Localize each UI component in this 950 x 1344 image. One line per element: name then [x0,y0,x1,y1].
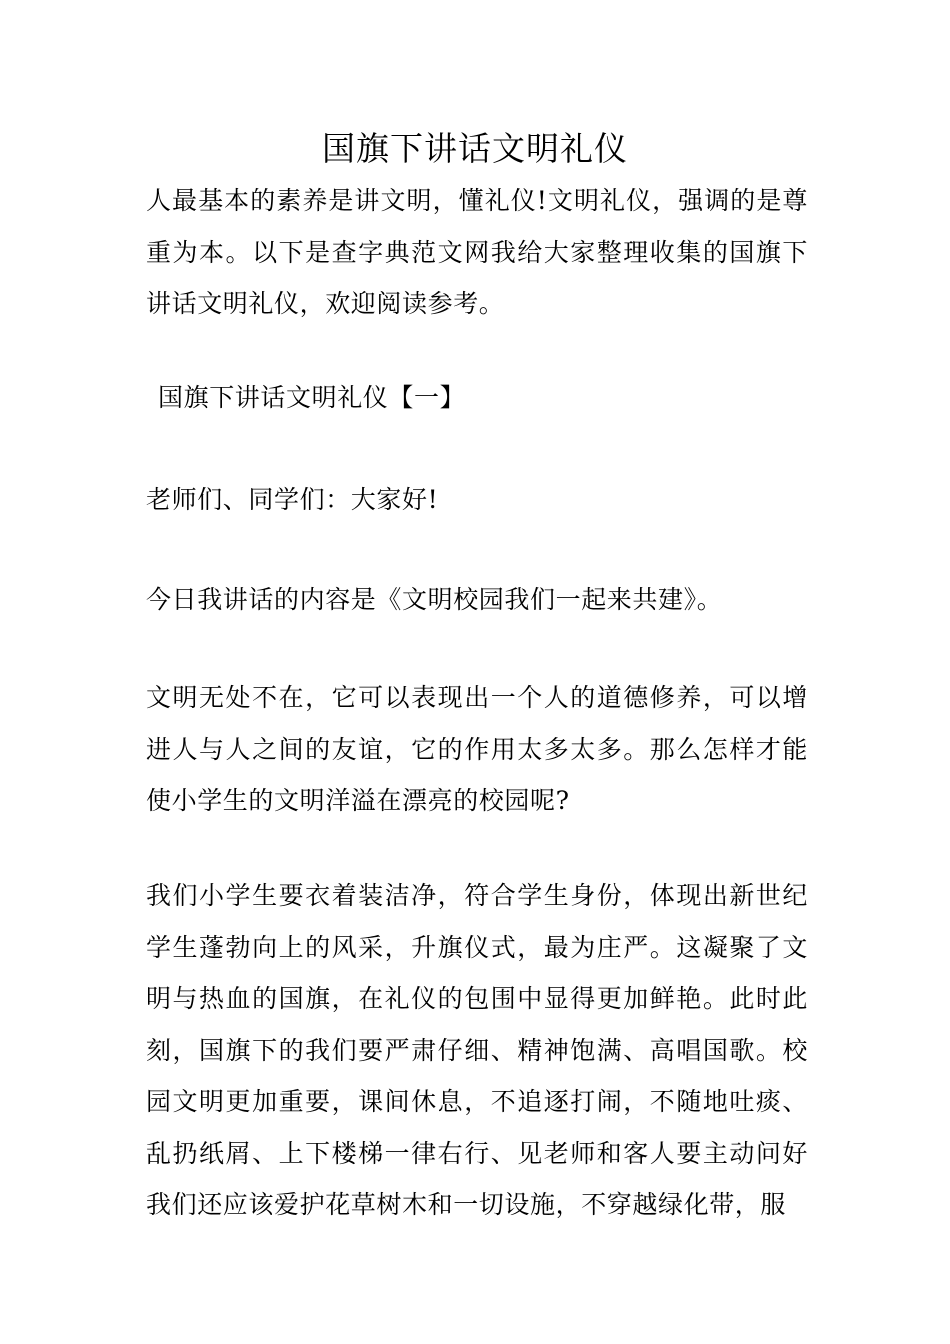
topic-line: 今日我讲话的内容是《文明校园我们一起来共建》。 [146,585,723,614]
section-heading: 国旗下讲话文明礼仪【一】 [158,383,466,412]
body-paragraph-2: 我们小学生要衣着装洁净，符合学生身份，体现出新世纪学生蓬勃向上的风采，升旗仪式，最为庄严。这凝聚了文明与热血的国旗，在礼仪的包围中显得更加鲜艳。此时此刻，国旗下的我们要严肃仔细、精神饱满、高唱国歌。校园文明更加重要，课间休息，不追逐打闹，不随地吐痰、乱扔纸屑、上下楼梯一律右行、见老师和客人要主动问好我们还应该爱护花草树木和一切设施，不穿越绿化带，服 [146,881,808,1219]
intro-paragraph: 人最基本的素养是讲文明，懂礼仪!文明礼仪，强调的是尊重为本。以下是查字典范文网我给大家整理收集的国旗下讲话文明礼仪，欢迎阅读参考。 [146,186,808,318]
document-title: 国旗下讲话文明礼仪 [322,129,628,168]
greeting-line: 老师们、同学们：大家好! [146,485,439,514]
body-paragraph-1: 文明无处不在，它可以表现出一个人的道德修养，可以增进人与人之间的友谊，它的作用太多太多。那么怎样才能使小学生的文明洋溢在漂亮的校园呢? [146,683,808,815]
